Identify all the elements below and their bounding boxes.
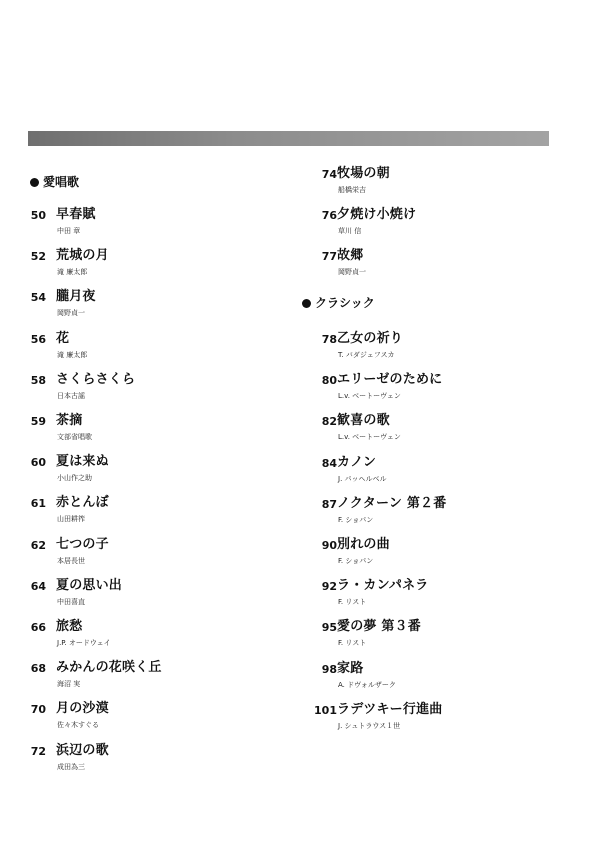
composer-name: 滝 廉太郎 [57, 350, 88, 359]
toc-entry[interactable] [300, 621, 590, 655]
song-title: ラデツキー行進曲 [337, 701, 443, 717]
song-title: 七つの子 [56, 536, 109, 552]
page-number: 90 [321, 539, 337, 552]
composer-name: 草川 信 [338, 227, 362, 235]
song-title: 浜辺の歌 [56, 742, 109, 758]
composer-name: T. バダジェフスカ [338, 351, 395, 359]
page-number: 66 [30, 621, 46, 634]
toc-entry[interactable] [0, 577, 290, 614]
page-number: 76 [321, 209, 337, 222]
page-number: 59 [30, 415, 46, 428]
song-title: 愛の夢 第３番 [337, 619, 421, 635]
page-number: 70 [30, 703, 46, 717]
page-number: 82 [321, 415, 337, 429]
composer-name: J. パッヘルベル [338, 474, 387, 483]
song-title: 夏の思い出 [56, 577, 123, 593]
song-title: 歓喜の歌 [337, 413, 390, 429]
page-number: 84 [321, 456, 337, 470]
toc-entry[interactable] [0, 662, 290, 696]
page-number: 80 [321, 374, 337, 388]
page-number: 98 [321, 662, 337, 676]
page-number: 68 [30, 662, 46, 676]
composer-name: 中田 章 [57, 227, 81, 235]
composer-name: 本居長世 [57, 556, 85, 565]
page-number: 64 [30, 579, 46, 593]
song-title: 夏は来ぬ [56, 454, 109, 470]
page-number: 87 [321, 497, 337, 511]
toc-entry[interactable] [0, 742, 290, 779]
section-heading-aisho [30, 175, 79, 189]
page-number: 101 [314, 703, 337, 717]
composer-name: 文部省唱歌 [57, 433, 92, 441]
toc-entry[interactable] [300, 209, 590, 243]
toc-entry[interactable] [0, 621, 290, 655]
bullet-icon [30, 178, 39, 187]
composer-name: 海沼 実 [57, 680, 81, 689]
page-number: 61 [30, 497, 46, 511]
toc-entry[interactable] [300, 333, 590, 367]
song-title: 花 [56, 330, 70, 346]
song-title: 故郷 [337, 248, 364, 263]
page-number: 74 [321, 168, 337, 181]
song-title: 夕焼け小焼け [337, 207, 417, 222]
page-number: 60 [30, 456, 46, 470]
page-number: 92 [321, 580, 337, 594]
page-number: 72 [30, 744, 46, 758]
toc-entry[interactable] [0, 291, 290, 325]
song-title: ノクターン 第２番 [337, 495, 447, 511]
page-number: 56 [30, 332, 46, 346]
toc-entry[interactable] [0, 536, 290, 573]
song-title: 家路 [337, 660, 364, 676]
bullet-icon [302, 299, 311, 308]
composer-name: 中田喜直 [57, 597, 85, 606]
song-title: 朧月夜 [56, 289, 96, 305]
toc-entry[interactable] [0, 497, 290, 531]
composer-name: F. リスト [338, 598, 367, 607]
toc-entry[interactable] [0, 209, 290, 243]
toc-entry[interactable] [0, 415, 290, 449]
song-title: カノン [337, 454, 377, 470]
composer-name: J. シュトラウス１世 [338, 721, 401, 730]
song-title: 乙女の祈り [337, 331, 404, 346]
toc-entry[interactable] [300, 168, 590, 202]
toc-entry[interactable] [0, 371, 290, 408]
song-title: 旅愁 [56, 619, 83, 634]
song-title: 茶摘 [56, 413, 83, 428]
composer-name: J.P. オードウェイ [57, 639, 111, 647]
composer-name: 小山作之助 [57, 474, 92, 483]
section-heading-classic [302, 296, 375, 310]
song-title: エリーゼのために [337, 372, 443, 388]
toc-entry[interactable] [0, 703, 290, 737]
section-heading-label: 愛唱歌 [43, 175, 80, 189]
song-title: さくらさくら [56, 371, 136, 387]
toc-entry[interactable] [300, 701, 590, 738]
header-bar [28, 131, 549, 146]
composer-name: 岡野貞一 [338, 268, 366, 276]
composer-name: 日本古謡 [57, 391, 85, 400]
section-heading-label: クラシック [315, 296, 375, 310]
page-number: 58 [30, 373, 46, 387]
song-title: 月の沙漠 [56, 701, 109, 717]
composer-name: 滝 廉太郎 [57, 268, 88, 277]
composer-name: F. ショパン [338, 515, 374, 524]
page-number: 62 [30, 538, 46, 552]
composer-name: 成田為三 [57, 762, 85, 771]
composer-name: F. リスト [338, 639, 367, 648]
composer-name: A. ドヴォルザーク [338, 680, 396, 689]
song-title: みかんの花咲く丘 [56, 660, 162, 676]
composer-name: L.v. ベートーヴェン [338, 392, 401, 401]
song-title: 別れの曲 [337, 537, 390, 552]
song-title: 赤とんぼ [56, 495, 109, 511]
composer-name: 岡野貞一 [57, 309, 85, 318]
toc-entry[interactable] [300, 454, 590, 491]
toc-entry[interactable] [300, 580, 590, 614]
composer-name: 佐々木すぐる [57, 721, 99, 730]
composer-name: 山田耕筰 [57, 515, 85, 524]
page-number: 52 [30, 250, 46, 264]
toc-entry[interactable] [0, 330, 290, 367]
song-title: ラ・カンパネラ [337, 578, 429, 594]
page-number: 54 [30, 291, 46, 305]
song-title: 牧場の朝 [337, 166, 390, 181]
page-number: 78 [321, 333, 337, 346]
toc-entry[interactable] [300, 250, 590, 284]
page-number: 50 [30, 209, 46, 222]
composer-name: L.v. ベートーヴェン [338, 433, 401, 442]
toc-entry[interactable] [300, 374, 590, 408]
toc-entry[interactable] [300, 415, 590, 449]
page-number: 77 [321, 250, 337, 263]
song-title: 早春賦 [56, 207, 96, 222]
toc-entry[interactable] [0, 456, 290, 490]
toc-entry[interactable] [0, 250, 290, 284]
composer-name: F. ショパン [338, 557, 374, 565]
toc-entry[interactable] [300, 660, 590, 697]
composer-name: 船橋栄吉 [338, 186, 366, 194]
page-number: 95 [321, 621, 337, 635]
toc-entry[interactable] [300, 539, 590, 573]
toc-entry[interactable] [300, 495, 590, 532]
song-title: 荒城の月 [56, 248, 109, 264]
